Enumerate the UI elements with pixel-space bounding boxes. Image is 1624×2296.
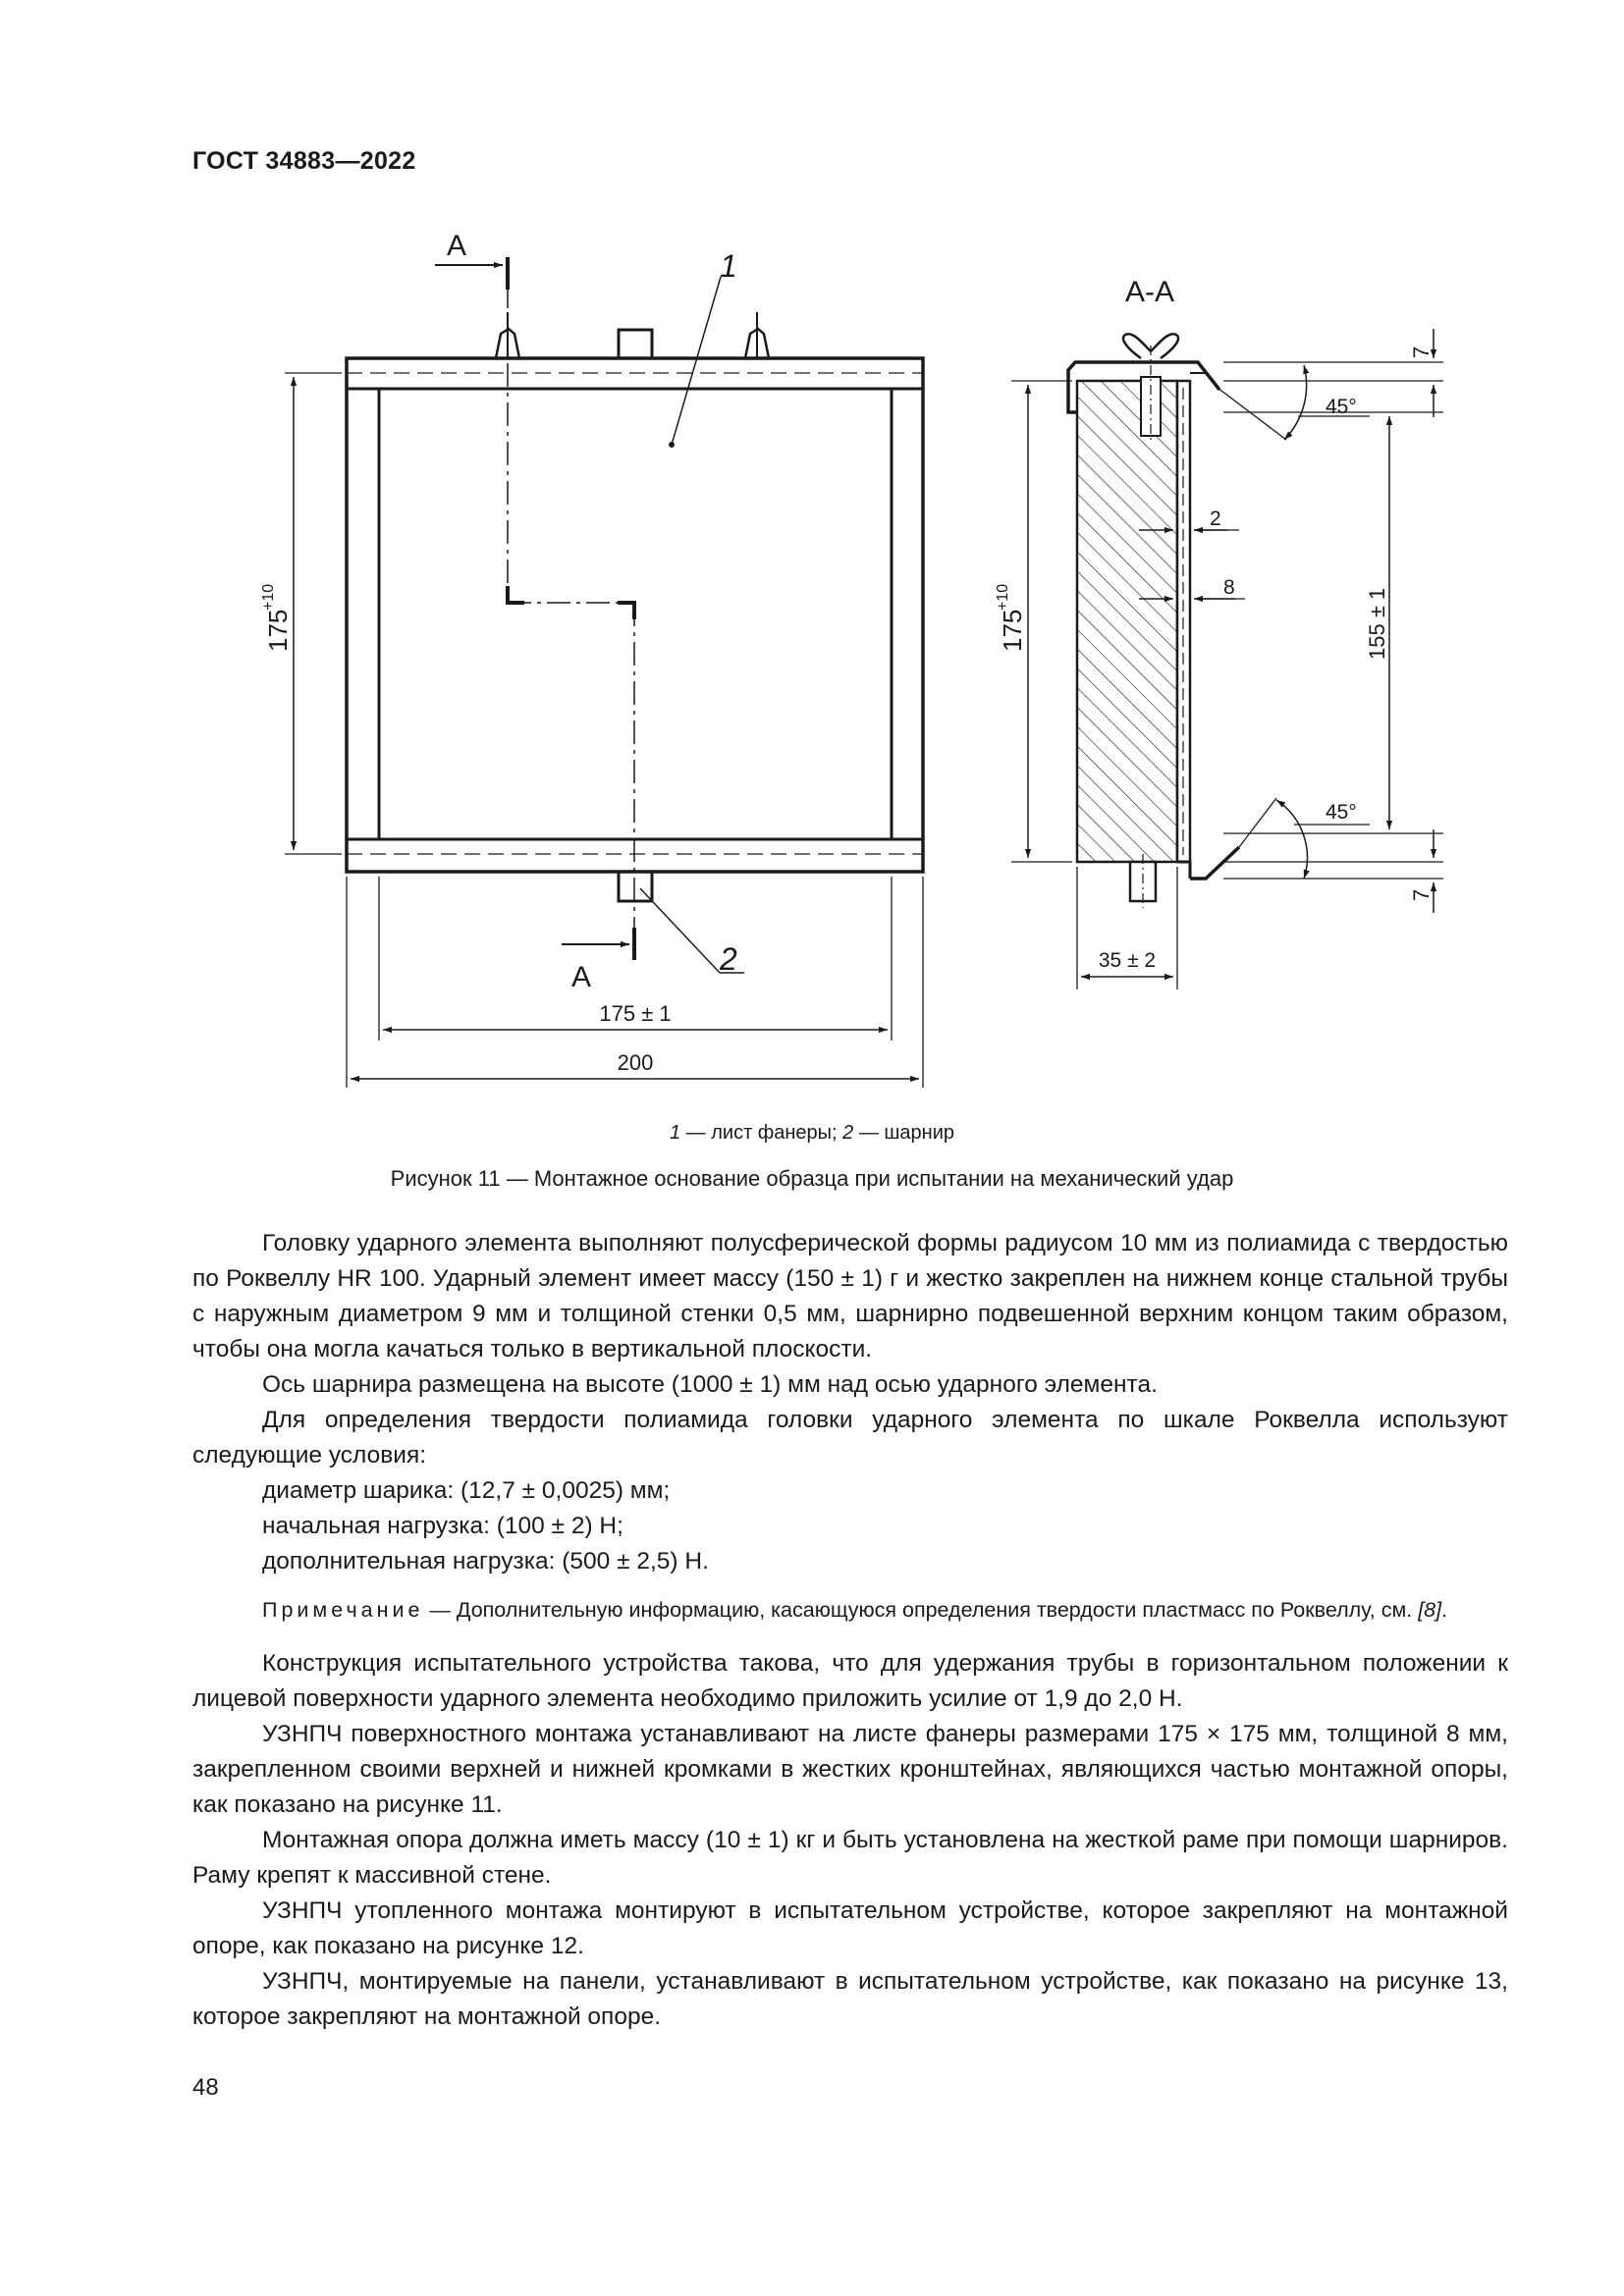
legend-text-2: — шарнир	[853, 1122, 955, 1144]
paragraph-6: Монтажная опора должна иметь массу (10 ± 1) кг и быть установлена на жесткой раме при помощи шарниров. Раму крепят к массивной стене.	[192, 1827, 1508, 1889]
dim-bottom-7: 7	[1409, 888, 1434, 901]
note-end: .	[1441, 1598, 1448, 1622]
legend-num-2: 2	[842, 1122, 854, 1144]
technical-drawing	[0, 0, 1624, 1119]
dim-thickness-2: 2	[1210, 507, 1221, 530]
figure-11	[0, 0, 1624, 1119]
page-number: 48	[192, 2074, 219, 2101]
legend-num-1: 1	[669, 1122, 681, 1144]
paragraph-2: Ось шарнира размещена на высоте (1000 ± 1) мм над осью ударного элемента.	[262, 1371, 1158, 1398]
list-item-3: дополнительная нагрузка: (500 ± 2,5) Н.	[262, 1548, 709, 1575]
section-title: A-A	[1124, 276, 1175, 308]
section-mark-top: A	[447, 230, 467, 262]
note	[192, 1595, 1508, 1625]
paragraph-3: Для определения твердости полиамида головки ударного элемента по шкале Роквелла используют следующие условия:	[192, 1407, 1508, 1468]
section-mark-bottom: A	[571, 961, 592, 993]
paragraph-7: УЗНПЧ утопленного монтажа монтируют в испытательном устройстве, которое закрепляют на монтажной опоре, как показано на рисунке 12.	[192, 1897, 1508, 1959]
paragraph-5: УЗНПЧ поверхностного монтажа устанавливают на листе фанеры размерами 175 × 175 мм, толщиной 8 мм, закрепленном своими верхней и нижней кромками в жестких кронштейнах, являющихся частью монтажной опоры, как показано на рисунке 11.	[192, 1721, 1508, 1818]
callout-2: 2	[720, 941, 737, 977]
legend-text-1: — лист фанеры;	[680, 1122, 843, 1144]
note-reference: [8]	[1418, 1598, 1442, 1622]
dim-thickness-8: 8	[1223, 576, 1235, 599]
body-text	[192, 1226, 1508, 2035]
paragraph-1: Головку ударного элемента выполняют полусферической формы радиусом 10 мм из полиамида с твердостью по Роквеллу HR 100. Ударный элемент имеет массу (150 ± 1) г и жестко закреплен на нижнем конце стальной трубы с наружным диаметром 9 мм и толщиной стенки 0,5 мм, шарнирно подвешенной верхним концом таким образом, чтобы она могла качаться только в вертикальной плоскости.	[192, 1230, 1508, 1362]
callout-1: 1	[720, 248, 737, 284]
document-header: ГОСТ 34883—2022	[192, 147, 416, 175]
dim-height-section-tol: +10	[995, 583, 1011, 611]
list-item-2: начальная нагрузка: (100 ± 2) Н;	[262, 1513, 623, 1539]
dim-inner-height: 155 ± 1	[1365, 587, 1389, 660]
note-label: Примечание	[262, 1598, 424, 1622]
paragraph-8: УЗНПЧ, монтируемые на панели, устанавливают в испытательном устройстве, как показано на рисунке 13, которое закрепляют на монтажной опоре.	[192, 1968, 1508, 2030]
dim-depth: 35 ± 2	[1098, 949, 1157, 972]
figure-caption: Рисунок 11 — Монтажное основание образца при испытании на механический удар	[390, 1166, 1234, 1191]
front-view	[285, 257, 923, 1088]
angle-top: 45°	[1326, 396, 1357, 418]
dim-inner-width: 175 ± 1	[599, 1001, 672, 1026]
dim-height-section: 175	[998, 609, 1027, 652]
dim-top-7: 7	[1409, 346, 1434, 358]
figure-legend	[0, 1122, 1624, 1145]
list-item-1: диаметр шарика: (12,7 ± 0,0025) мм;	[262, 1477, 671, 1504]
dim-height-front-tol: +10	[260, 583, 277, 611]
dim-height-front: 175	[263, 609, 293, 652]
front-view-labels	[260, 230, 737, 1075]
angle-bottom: 45°	[1326, 801, 1357, 824]
plywood-section	[1077, 381, 1177, 862]
note-text: — Дополнительную информацию, касающуюся определения твердости пластмасс по Роквеллу, см.	[423, 1598, 1419, 1622]
paragraph-4: Конструкция испытательного устройства такова, что для удержания трубы в горизонтальном положении к лицевой поверхности ударного элемента необходимо приложить усилие от 1,9 до 2,0 Н.	[192, 1650, 1508, 1712]
dim-outer-width: 200	[617, 1050, 654, 1075]
